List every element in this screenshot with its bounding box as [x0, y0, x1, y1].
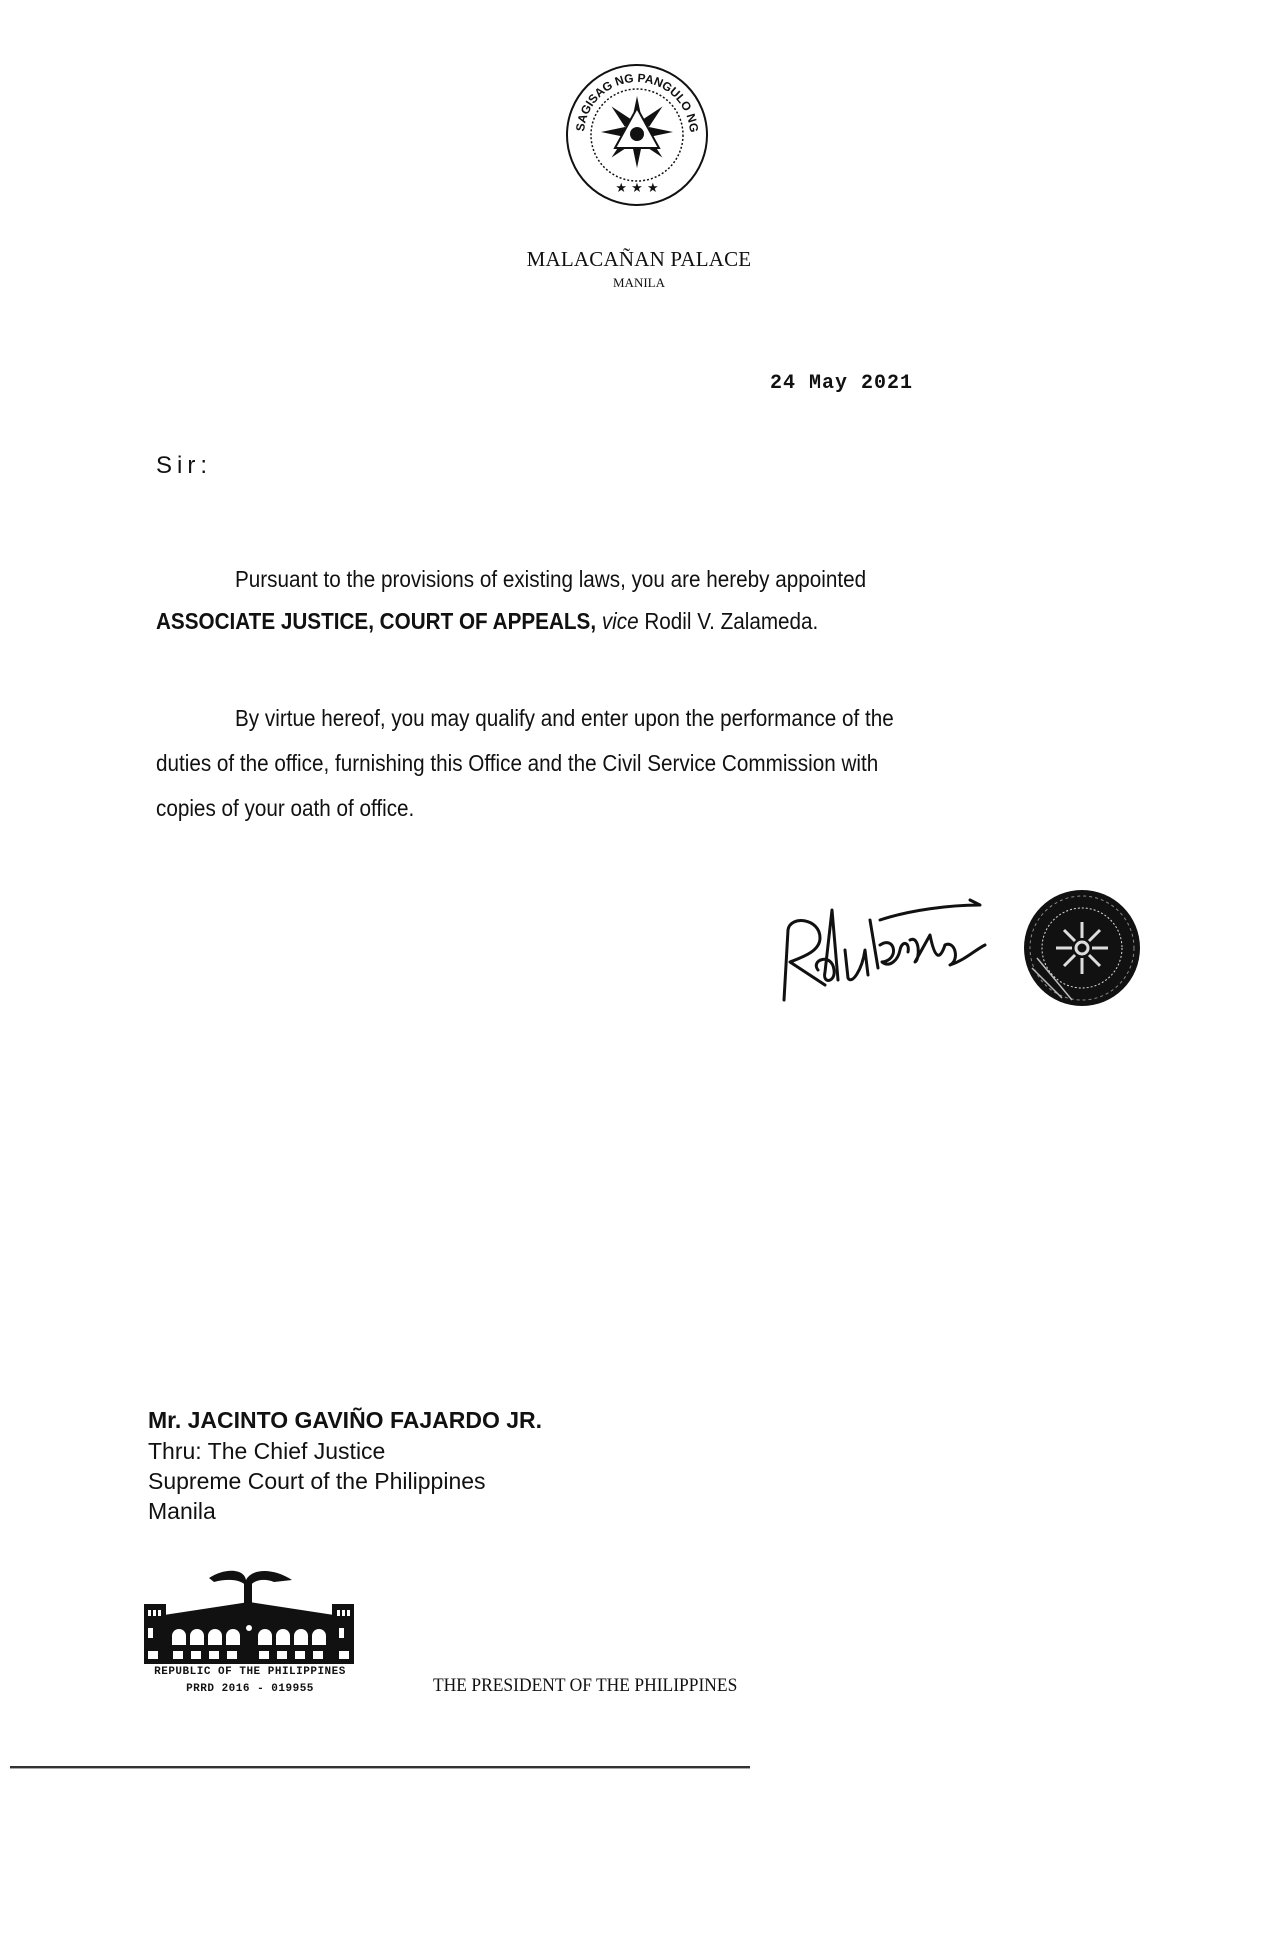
- paragraph-2-line-3: copies of your oath of office.: [156, 795, 415, 821]
- salutation: Sir:: [156, 452, 212, 479]
- vice-word: vice: [601, 608, 639, 634]
- paragraph-2-line-2: duties of the office, furnishing this Office and the Civil Service Commission with: [156, 750, 879, 776]
- predecessor-name: Rodil V. Zalameda.: [644, 608, 819, 634]
- paragraph-1-line-2: [156, 600, 818, 642]
- logo-caption-republic: REPUBLIC OF THE PHILIPPINES: [154, 1666, 346, 1678]
- signature-icon: [770, 890, 1000, 1015]
- presidential-seal-icon: [562, 60, 712, 210]
- letterhead-title: MALACAÑAN PALACE: [526, 247, 752, 271]
- addressee-line-1: Thru: The Chief Justice: [148, 1438, 386, 1464]
- appointed-position: ASSOCIATE JUSTICE, COURT OF APPEALS,: [156, 608, 597, 634]
- paragraph-1-line-1: Pursuant to the provisions of existing laws, you are hereby appointed: [235, 566, 867, 592]
- addressee-line-3: Manila: [148, 1498, 216, 1524]
- logo-caption-control-number: PRRD 2016 - 019955: [186, 1683, 314, 1695]
- malacanan-palace-logo-icon: [134, 1560, 364, 1665]
- letterhead-city: MANILA: [613, 275, 665, 290]
- addressee-name: Mr. JACINTO GAVIÑO FAJARDO JR.: [148, 1407, 543, 1433]
- bottom-rule-shadow: [10, 1768, 750, 1769]
- signatory-title: THE PRESIDENT OF THE PHILIPPINES: [433, 1675, 738, 1696]
- dry-seal-icon: [1022, 888, 1142, 1008]
- seal-ring-text: SAGISAG NG PANGULO NG: [573, 70, 702, 134]
- seal-stars: ★ ★ ★: [615, 181, 659, 196]
- paragraph-2-line-1: By virtue hereof, you may qualify and enter upon the performance of the: [235, 705, 894, 731]
- addressee-line-2: Supreme Court of the Philippines: [148, 1468, 486, 1494]
- letter-date: 24 May 2021: [770, 372, 914, 395]
